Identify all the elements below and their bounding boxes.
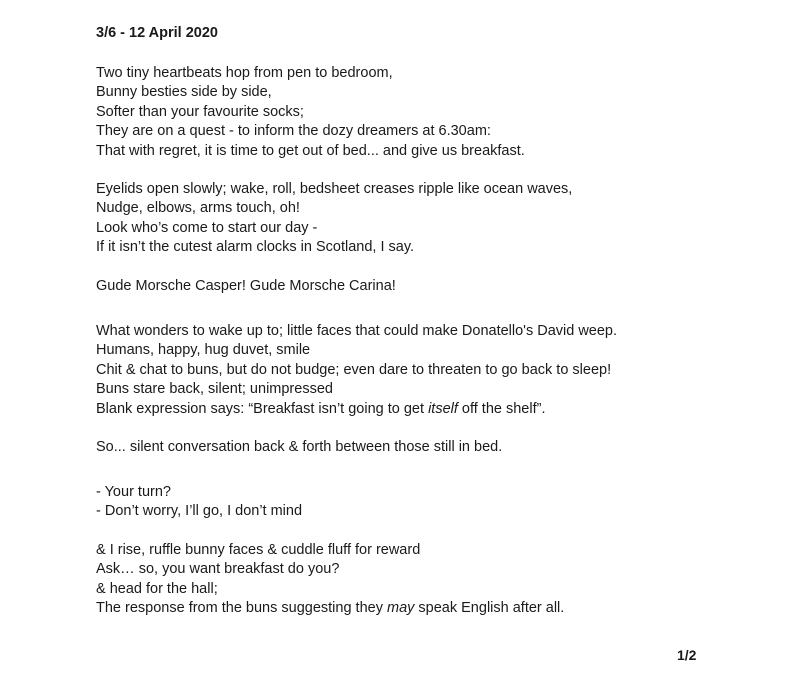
poem-line: Buns stare back, silent; unimpressed xyxy=(96,381,333,398)
poem-line: Bunny besties side by side, xyxy=(96,84,272,101)
emphasized-word: may xyxy=(386,600,415,617)
poem-text: Blank expression says: “Breakfast isn’t going to get xyxy=(96,400,429,417)
poem-line: & I rise, ruffle bunny faces & cuddle fluff for reward xyxy=(96,542,421,558)
poem-text: off the shelf”. xyxy=(457,400,546,417)
stanza-4 xyxy=(96,322,617,419)
stanza-5 xyxy=(96,438,502,457)
poem-line: Humans, happy, hug duvet, smile xyxy=(96,342,311,359)
date-heading: 3/6 - 12 April 2020 xyxy=(96,25,218,41)
poem-text: speak English after all. xyxy=(414,600,565,617)
poem-line: Nudge, elbows, arms touch, oh! xyxy=(96,200,300,217)
poem-line: Ask… so, you want breakfast do you? xyxy=(96,561,340,578)
poem-text: The response from the buns suggesting they xyxy=(96,600,387,617)
emphasized-word: itself xyxy=(428,400,458,417)
poem-line: Two tiny heartbeats hop from pen to bedroom, xyxy=(96,65,393,81)
poem-line xyxy=(96,400,617,419)
poem-line xyxy=(96,599,564,618)
poem-line: Look who’s come to start our day - xyxy=(96,219,318,236)
poem-line: Gude Morsche Casper! Gude Morsche Carina! xyxy=(96,278,396,294)
poem-line: - Don’t worry, I’ll go, I don’t mind xyxy=(96,503,303,520)
poem-line: - Your turn? xyxy=(96,484,171,500)
poem-line: So... silent conversation back & forth between those still in bed. xyxy=(96,439,503,455)
stanza-2 xyxy=(96,180,572,258)
poem-line: If it isn’t the cutest alarm clocks in Scotland, I say. xyxy=(96,239,415,256)
poem-line: They are on a quest - to inform the dozy dreamers at 6.30am: xyxy=(96,123,491,140)
page-number: 1/2 xyxy=(677,647,697,663)
stanza-1 xyxy=(96,64,525,161)
stanza-3 xyxy=(96,277,396,296)
poem-line: Chit & chat to buns, but do not budge; even dare to threaten to go back to sleep! xyxy=(96,361,612,378)
stanza-7 xyxy=(96,541,564,619)
poem-line: Softer than your favourite socks; xyxy=(96,103,304,120)
poem-line: Eyelids open slowly; wake, roll, bedsheet creases ripple like ocean waves, xyxy=(96,181,573,197)
stanza-6 xyxy=(96,483,302,522)
poem-line: What wonders to wake up to; little faces that could make Donatello's David weep. xyxy=(96,323,618,339)
poem-line: That with regret, it is time to get out of bed... and give us breakfast. xyxy=(96,142,525,159)
poem-line: & head for the hall; xyxy=(96,580,218,597)
